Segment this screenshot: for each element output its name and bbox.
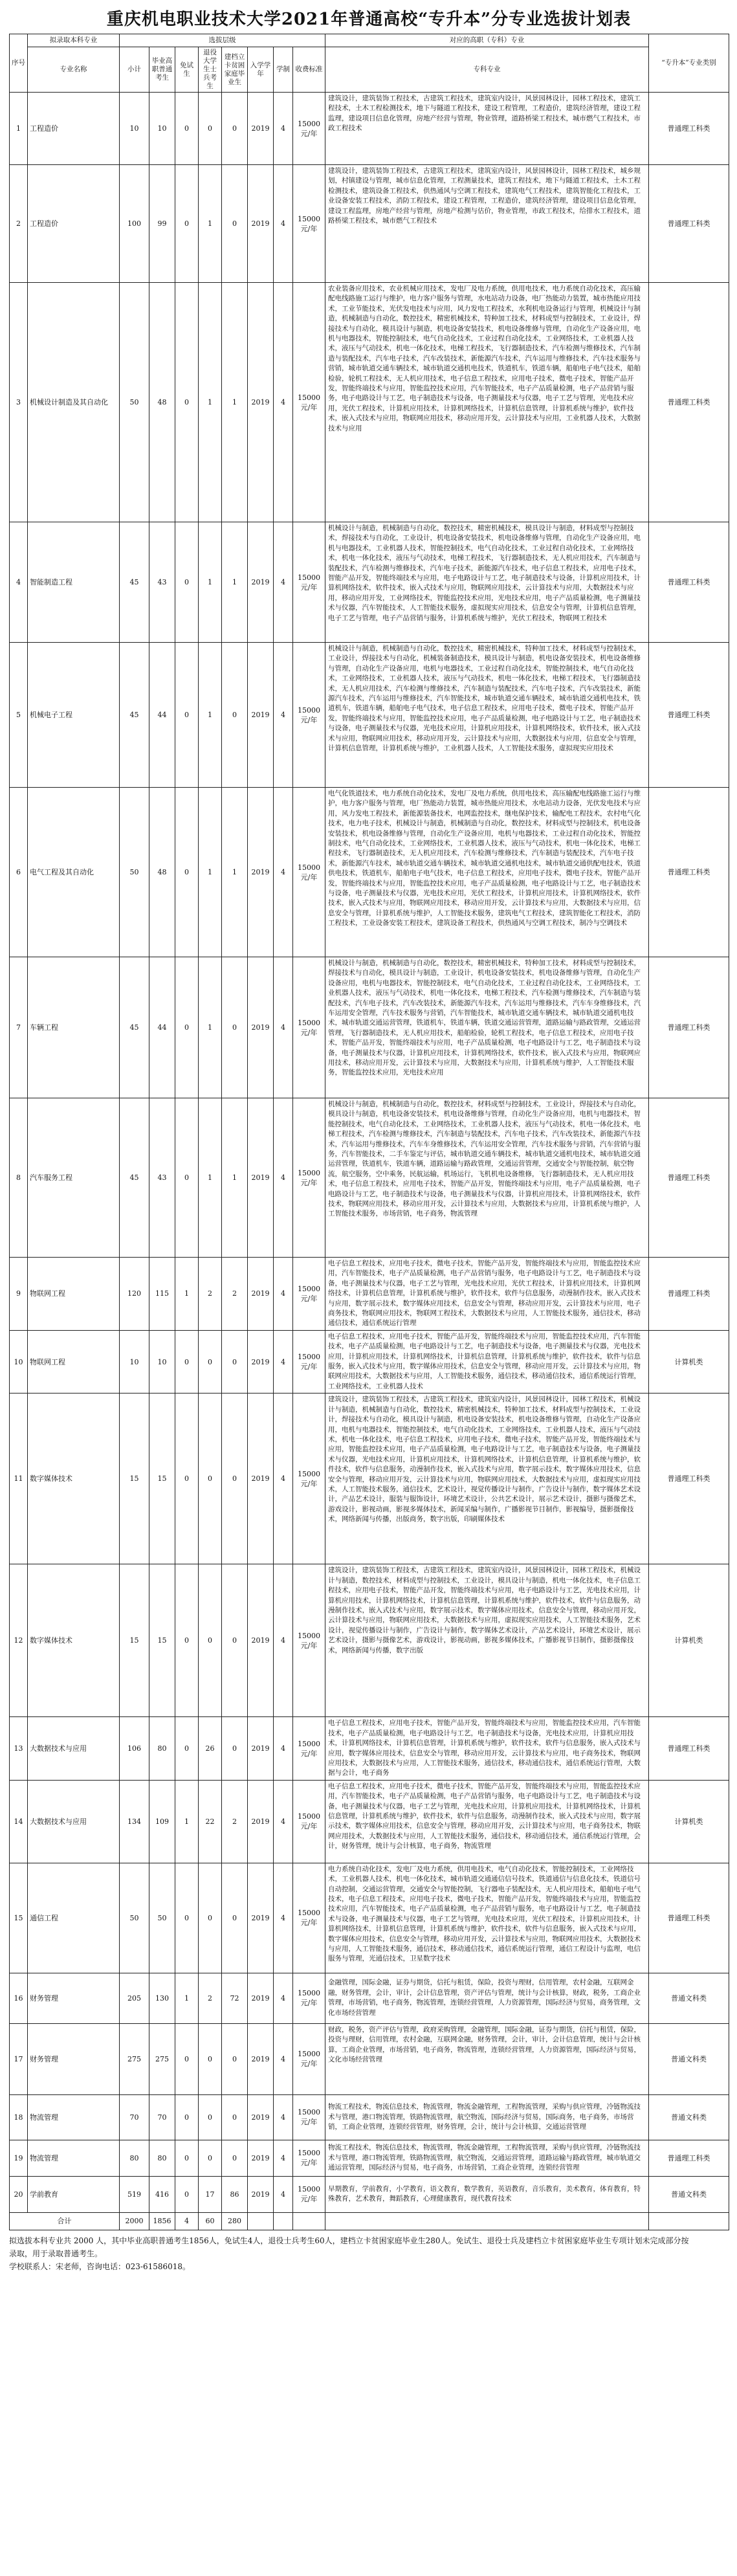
row-total: 80	[120, 2140, 149, 2176]
row-exempt: 1	[175, 1258, 199, 1331]
table-row	[10, 2140, 729, 2176]
header-poverty: 建档立卡贫困家庭毕业生	[222, 47, 248, 93]
row-fee: 15000元/年	[293, 1258, 325, 1331]
row-seq: 11	[10, 1393, 28, 1564]
row-veteran: 26	[199, 1717, 222, 1780]
table-row	[10, 522, 729, 643]
row-exempt: 1	[175, 1780, 199, 1863]
row-fee: 15000元/年	[293, 283, 325, 522]
table-row	[10, 2023, 729, 2094]
row-year: 2019	[248, 2140, 274, 2176]
footer-line-1: 拟选拔本科专业共 2000 人，其中毕业高职普通考生1856人，免试生4人，退役士兵考生60人，建档立卡贫困家庭毕业生280人。免试生、退役士兵及建档立卡贫困家庭毕业生专项计划未完成部分按	[9, 2236, 689, 2245]
row-general: 15	[149, 1564, 175, 1717]
row-major: 财务管理	[28, 1973, 120, 2023]
row-total: 45	[120, 957, 149, 1098]
row-exempt: 0	[175, 1717, 199, 1780]
row-total: 15	[120, 1393, 149, 1564]
row-poverty: 0	[222, 165, 248, 283]
row-duration: 4	[274, 788, 293, 957]
row-duration: 4	[274, 1863, 293, 1973]
row-poverty: 0	[222, 1564, 248, 1717]
header-seq: 序号	[10, 34, 28, 93]
row-poverty: 86	[222, 2176, 248, 2212]
row-specialties: 电子信息工程技术，应用电子技术，智能产品开发，智能终端技术与应用，智能监控技术应用，汽车智能技术，电子产品质量检测，电子电路设计与工艺，电子制造技术与设备，电子测量技术与仪器，光电技术应用，计算机应用技术，计算机网络技术，计算机信息管理，计算机系统与维护，软件技术，软件与信息服务，嵌入式技术与应用，数字媒体应用技术，信息安全与管理，移动应用开发，云计算技术与应用，物联网应用技术，大数据技术与应用，人工智能技术服务，通信技术，移动通信技术，通信系统运行管理，工业网络技术，工业机器人技术	[325, 1330, 649, 1393]
row-total: 519	[120, 2176, 149, 2212]
row-general: 43	[149, 1098, 175, 1258]
table-row	[10, 165, 729, 283]
row-veteran: 0	[199, 2094, 222, 2140]
row-category: 普通理工科类	[649, 283, 729, 522]
row-general: 50	[149, 1863, 175, 1973]
row-year: 2019	[248, 643, 274, 788]
row-total: 50	[120, 788, 149, 957]
row-poverty: 0	[222, 2023, 248, 2094]
row-specialties: 机械设计与制造，机械制造与自动化，数控技术，材料成型与控制技术，工业设计，焊接技术与自动化，模具设计与制造，机电设备安装技术，机电设备维修与管理，自动化生产设备应用，电机与电器技术，智能控制技术，电气自动化技术，工业网络技术，工业机器人技术，液压与气动技术，机电一体化技术，电梯工程技术，汽车检测与维修技术，汽车制造与装配技术，汽车电子技术，汽车改装技术，新能源汽车技术，汽车运用与维修技术，汽车车身维修技术，汽车运用安全管理，汽车技术服务与营销，汽车营销与服务，汽车智能技术，二手车鉴定与评估，城市轨道交通车辆技术，城市轨道交通机电技术，城市轨道交通运营管理，铁道机车，铁道车辆，道路运输与路政管理，交通运营管理，交通安全与智能控制，航空物流，航空服务，空中乘务，民航运输，机场运行，飞机机电设备维修，飞行器制造技术，无人机应用技术，电子信息工程技术，应用电子技术，智能产品开发，智能终端技术与应用，电子产品质量检测，电子电路设计与工艺，电子制造技术与设备，电子测量技术与仪器，计算机应用技术，计算机网络技术，软件技术，物联网应用技术，移动应用开发，云计算技术与应用，大数据技术与应用，计算机系统与维护，人工智能技术服务，市场营销，电子商务，物流管理	[325, 1098, 649, 1258]
row-fee: 15000元/年	[293, 1330, 325, 1393]
row-exempt: 0	[175, 93, 199, 165]
row-year: 2019	[248, 1330, 274, 1393]
row-specialties: 电子信息工程技术，应用电子技术，智能产品开发，智能终端技术与应用，智能监控技术应用，汽车智能技术，电子产品质量检测，电子电路设计与工艺，电子制造技术与设备，光电技术应用，计算机应用技术，计算机网络技术，计算机信息管理，计算机系统与维护，软件技术，软件与信息服务，嵌入式技术与应用，数字媒体应用技术，信息安全与管理，移动应用开发，云计算技术与应用，电子商务技术，物联网应用技术，大数据技术与应用，人工智能技术服务，通信技术，移动通信技术，通信系统运行管理，大数据与会计，电子商务	[325, 1717, 649, 1780]
row-fee: 15000元/年	[293, 1973, 325, 2023]
row-major: 物流管理	[28, 2094, 120, 2140]
row-general: 109	[149, 1780, 175, 1863]
row-seq: 15	[10, 1863, 28, 1973]
row-year: 2019	[248, 2023, 274, 2094]
row-year: 2019	[248, 1863, 274, 1973]
total-row	[10, 2212, 729, 2230]
row-major: 财务管理	[28, 2023, 120, 2094]
header-veteran: 退役大学生士兵考生	[199, 47, 222, 93]
row-major: 大数据技术与应用	[28, 1780, 120, 1863]
table-row	[10, 1258, 729, 1331]
row-specialties: 电气化铁道技术，电力系统自动化技术，发电厂及电力系统，供用电技术，高压输配电线路施工运行与维护，电力客户服务与管理，电厂热能动力装置，城市热能应用技术，水电站动力设备，光伏发电技术与应用，风力发电工程技术，新能源装备技术，电网监控技术，继电保护技术，输配电工程技术，农村电气化技术，电力电子技术，机械设计与制造，机械制造与自动化，数控技术，材料成型与控制技术，机电设备安装技术，机电设备维修与管理，自动化生产设备应用，电机与电器技术，工业过程自动化技术，智能控制技术，电气自动化技术，工业网络技术，工业机器人技术，液压与气动技术，机电一体化技术，电梯工程技术，飞行器制造技术，无人机应用技术，汽车检测与维修技术，汽车制造与装配技术，汽车电子技术，新能源汽车技术，城市轨道交通车辆技术，城市轨道交通机电技术，城市轨道交通供配电技术，铁道供电技术，铁道机车，船舶电子电气技术，电子信息工程技术，应用电子技术，微电子技术，智能产品开发，智能终端技术与应用，智能监控技术应用，电子产品质量检测，电子电路设计与工艺，电子制造技术与设备，电子测量技术与仪器，光电技术应用，光伏工程技术，计算机应用技术，计算机网络技术，软件技术，嵌入式技术与应用，物联网应用技术，移动应用开发，云计算技术与应用，大数据技术与应用，信息安全与管理，计算机系统与维护，人工智能技术服务，建筑电气工程技术，建筑智能化工程技术，消防工程技术，工业设备安装工程技术，建筑设备工程技术，供热通风与空调工程技术，制冷与空调技术	[325, 788, 649, 957]
row-total: 106	[120, 1717, 149, 1780]
row-duration: 4	[274, 2176, 293, 2212]
row-fee: 15000元/年	[293, 1564, 325, 1717]
row-general: 80	[149, 1717, 175, 1780]
table-row	[10, 2094, 729, 2140]
row-year: 2019	[248, 93, 274, 165]
row-category: 普通文科类	[649, 1973, 729, 2023]
row-specialties: 建筑设计，建筑装饰工程技术，古建筑工程技术，建筑室内设计，风景园林设计，园林工程技术，建筑工程技术，土木工程检测技术，地下与隧道工程技术，建设工程管理，工程造价，建筑经济管理，建设工程监理，建设项目信息化管理，房地产经营与管理，物业管理，道路桥梁工程技术，城市燃气工程技术，市政工程技术	[325, 93, 649, 165]
row-total: 100	[120, 165, 149, 283]
row-seq: 19	[10, 2140, 28, 2176]
row-veteran: 1	[199, 165, 222, 283]
row-duration: 4	[274, 957, 293, 1098]
row-exempt: 0	[175, 643, 199, 788]
row-poverty: 0	[222, 2094, 248, 2140]
row-year: 2019	[248, 283, 274, 522]
row-exempt: 0	[175, 283, 199, 522]
row-seq: 17	[10, 2023, 28, 2094]
row-veteran: 2	[199, 1973, 222, 2023]
row-year: 2019	[248, 2094, 274, 2140]
row-year: 2019	[248, 1098, 274, 1258]
row-exempt: 0	[175, 1330, 199, 1393]
row-major: 物联网工程	[28, 1330, 120, 1393]
row-duration: 4	[274, 283, 293, 522]
header-general: 毕业高职普通考生	[149, 47, 175, 93]
row-seq: 12	[10, 1564, 28, 1717]
row-duration: 4	[274, 1564, 293, 1717]
row-category: 普通理工科类	[649, 1393, 729, 1564]
row-specialties: 建筑设计，建筑装饰工程技术，古建筑工程技术，建筑室内设计，风景园林设计，园林工程技术，城乡规划，村镇建设与管理，城市信息化管理，工程测量技术，建筑工程技术，地下与隧道工程技术，土木工程检测技术，建筑设备工程技术，供热通风与空调工程技术，建筑电气工程技术，建筑智能化工程技术，工业设备安装工程技术，消防工程技术，建设工程管理，工程造价，建筑经济管理，建设项目信息化管理，建设工程监理，房地产经营与管理，房地产检测与估价，物业管理，市政工程技术，给排水工程技术，道路桥梁工程技术，城市燃气工程技术	[325, 165, 649, 283]
page	[9, 5, 729, 2273]
header-exempt: 免试生	[175, 47, 199, 93]
row-exempt: 0	[175, 1393, 199, 1564]
table-row	[10, 1717, 729, 1780]
footer-line-3: 学校联系人：宋老师，咨询电话：023-61586018。	[9, 2261, 191, 2271]
header-major: 专业名称	[28, 47, 120, 93]
row-poverty: 0	[222, 957, 248, 1098]
table-row	[10, 1863, 729, 1973]
row-specialties: 早期教育，学前教育，小学教育，语文教育，数学教育，英语教育，音乐教育，美术教育，体育教育，特殊教育，艺术教育，舞蹈教育，心理健康教育，现代教育技术	[325, 2176, 649, 2212]
row-seq: 2	[10, 165, 28, 283]
row-veteran: 22	[199, 1780, 222, 1863]
row-total: 10	[120, 1330, 149, 1393]
row-total: 15	[120, 1564, 149, 1717]
row-specialties: 建筑设计，建筑装饰工程技术，古建筑工程技术，建筑室内设计，风景园林设计，园林工程技术，机械设计与制造，机械制造与自动化，数控技术，精密机械技术，特种加工技术，材料成型与控制技术，工业设计，焊接技术与自动化，模具设计与制造，机电设备安装技术，机电设备维修与管理，自动化生产设备应用，电机与电器技术，智能控制技术，电气自动化技术，工业网络技术，工业机器人技术，液压与气动技术，机电一体化技术，电子信息工程技术，应用电子技术，微电子技术，智能产品开发，智能终端技术与应用，智能监控技术应用，电子产品质量检测，电子电路设计与工艺，电子制造技术与设备，电子测量技术与仪器，光电技术应用，计算机应用技术，计算机网络技术，计算机信息管理，计算机系统与维护，软件技术，软件与信息服务，动漫制作技术，嵌入式技术与应用，数字展示技术，数字媒体应用技术，信息安全与管理，移动应用开发，云计算技术与应用，物联网应用技术，大数据技术与应用，虚拟现实应用技术，人工智能技术服务，通信技术，艺术设计，视觉传播设计与制作，广告设计与制作，数字媒体艺术设计，产品艺术设计，服装与服饰设计，环境艺术设计，公共艺术设计，展示艺术设计，摄影与摄像艺术，游戏设计，影视动画，影视多媒体技术，新闻采编与制作，广播影视节目制作，影视编导，摄影摄像技术，网络新闻与传播，出版商务，数字出版，印刷媒体技术	[325, 1393, 649, 1564]
row-veteran: 1	[199, 643, 222, 788]
row-specialties: 物流工程技术，物流信息技术，物流管理，物流金融管理，工程物流管理，采购与供应管理，冷链物流技术与管理，港口物流管理，铁路物流管理，航空物流，交通运营管理，道路运输与路政管理，城市轨道交通运营管理，国际经济与贸易，电子商务，市场营销，工商企业管理，连锁经营管理	[325, 2140, 649, 2176]
row-category: 普通理工科类	[649, 1098, 729, 1258]
row-general: 275	[149, 2023, 175, 2094]
row-year: 2019	[248, 165, 274, 283]
row-duration: 4	[274, 2094, 293, 2140]
row-general: 10	[149, 93, 175, 165]
row-exempt: 0	[175, 165, 199, 283]
row-seq: 5	[10, 643, 28, 788]
row-fee: 15000元/年	[293, 2094, 325, 2140]
row-duration: 4	[274, 165, 293, 283]
row-seq: 14	[10, 1780, 28, 1863]
row-category: 计算机类	[649, 1330, 729, 1393]
row-year: 2019	[248, 1780, 274, 1863]
row-exempt: 0	[175, 957, 199, 1098]
row-total: 50	[120, 283, 149, 522]
row-seq: 13	[10, 1717, 28, 1780]
row-general: 99	[149, 165, 175, 283]
row-exempt: 0	[175, 2094, 199, 2140]
row-duration: 4	[274, 1330, 293, 1393]
table-row	[10, 1564, 729, 1717]
row-category: 普通理工科类	[649, 2140, 729, 2176]
row-specialties: 机械设计与制造，机械制造与自动化，数控技术，精密机械技术，特种加工技术，材料成型与控制技术，工业设计，焊接技术与自动化，机械装备制造技术，模具设计与制造，机电设备安装技术，机电设备维修与管理，自动化生产设备应用，电机与电器技术，工业过程自动化技术，智能控制技术，电气自动化技术，工业网络技术，工业机器人技术，液压与气动技术，机电一体化技术，电梯工程技术，飞行器制造技术，无人机应用技术，汽车检测与维修技术，汽车制造与装配技术，汽车电子技术，汽车改装技术，新能源汽车技术，汽车运用与维修技术，汽车智能技术，城市轨道交通车辆技术，城市轨道交通机电技术，铁道机车，铁道车辆，船舶电子电气技术，电子信息工程技术，应用电子技术，微电子技术，智能产品开发，智能终端技术与应用，智能监控技术应用，电子产品质量检测，电子电路设计与工艺，电子制造技术与设备，电子测量技术与仪器，光电技术应用，计算机应用技术，计算机网络技术，软件技术，嵌入式技术与应用，物联网应用技术，移动应用开发，云计算技术与应用，大数据技术与应用，信息安全与管理，计算机信息管理，计算机系统与维护，工业机器人技术，人工智能技术服务，虚拟现实应用技术	[325, 643, 649, 788]
row-specialties: 机械设计与制造，机械制造与自动化，数控技术，精密机械技术，模具设计与制造，材料成型与控制技术，焊接技术与自动化，工业设计，机电设备安装技术，机电设备维修与管理，自动化生产设备应用，电机与电器技术，工业机器人技术，智能控制技术，电气自动化技术，工业过程自动化技术，工业网络技术，机电一体化技术，液压与气动技术，电梯工程技术，飞行器制造技术，无人机应用技术，汽车制造与装配技术，汽车检测与维修技术，汽车电子技术，新能源汽车技术，电子信息工程技术，应用电子技术，智能产品开发，智能终端技术与应用，电子电路设计与工艺，电子制造技术与设备，计算机应用技术，计算机网络技术，软件技术，嵌入式技术与应用，物联网应用技术，云计算技术与应用，大数据技术与应用，移动应用开发，工业网络技术，智能监控技术应用，光电技术应用，电子产品质量检测，电子测量技术与仪器，汽车智能技术，人工智能技术服务，虚拟现实应用技术，信息安全与管理，计算机信息管理，电子工艺与管理，电子产品营销与服务，计算机系统与维护，光伏工程技术，物联网工程技术	[325, 522, 649, 643]
total-exempt: 4	[175, 2212, 199, 2230]
row-total: 45	[120, 522, 149, 643]
row-major: 电气工程及其自动化	[28, 788, 120, 957]
row-category: 普通文科类	[649, 2094, 729, 2140]
row-specialties: 建筑设计，建筑装饰工程技术，古建筑工程技术，建筑室内设计，风景园林设计，园林工程技术，机械设计与制造，数控技术，材料成型与控制技术，工业设计，模具设计与制造，机电一体化技术，电子信息工程技术，应用电子技术，智能产品开发，智能终端技术与应用，电子电路设计与工艺，光电技术应用，计算机应用技术，计算机网络技术，计算机信息管理，计算机系统与维护，软件技术，软件与信息服务，动漫制作技术，嵌入式技术与应用，数字展示技术，数字媒体应用技术，信息安全与管理，移动应用开发，云计算技术与应用，物联网应用技术，大数据技术与应用，虚拟现实应用技术，人工智能技术服务，艺术设计，视觉传播设计与制作，广告设计与制作，数字媒体艺术设计，产品艺术设计，环境艺术设计，展示艺术设计，摄影与摄像艺术，游戏设计，影视动画，影视多媒体技术，广播影视节目制作，摄影摄像技术，网络新闻与传播，数字出版	[325, 1564, 649, 1717]
row-general: 15	[149, 1393, 175, 1564]
row-exempt: 0	[175, 1564, 199, 1717]
row-total: 205	[120, 1973, 149, 2023]
table-row	[10, 1330, 729, 1393]
total-label: 合计	[10, 2212, 120, 2230]
row-specialties: 金融管理，国际金融，证券与期货，信托与租赁，保险，投资与理财，信用管理，农村金融，互联网金融，财务管理，会计，审计，会计信息管理，资产评估与管理，统计与会计核算，财政，税务，工商企业管理，市场营销，电子商务，物流管理，连锁经营管理，人力资源管理，国际经济与贸易，商务管理，文化市场经营管理	[325, 1973, 649, 2023]
header-group-undergrad: 拟录取本科专业	[28, 34, 120, 47]
row-fee: 15000元/年	[293, 1717, 325, 1780]
row-poverty: 0	[222, 1393, 248, 1564]
row-duration: 4	[274, 1973, 293, 2023]
table-row	[10, 1393, 729, 1564]
row-year: 2019	[248, 1973, 274, 2023]
row-specialties: 农业装备应用技术，农业机械应用技术，发电厂及电力系统，供用电技术，电力系统自动化技术，高压输配电线路施工运行与维护，电力客户服务与管理，水电站动力设备，电厂热能动力装置，城市热能应用技术，工业节能技术，光伏发电技术与应用，风力发电工程技术，水利机电设备运行与管理，机械设计与制造，机械制造与自动化，数控技术，精密机械技术，特种加工技术，材料成型与控制技术，工业设计，焊接技术与自动化，模具设计与制造，机电设备安装技术，机电设备维修与管理，自动化生产设备应用，电机与电器技术，智能控制技术，电气自动化技术，工业过程自动化技术，工业网络技术，工业机器人技术，液压与气动技术，机电一体化技术，电梯工程技术，飞行器制造技术，汽车检测与维修技术，汽车制造与装配技术，汽车电子技术，汽车改装技术，新能源汽车技术，汽车运用与维修技术，汽车技术服务与营销，城市轨道交通车辆技术，城市轨道交通机电技术，铁道机车，铁道车辆，船舶电子电气技术，船舶检验，轮机工程技术，无人机应用技术，电子信息工程技术，应用电子技术，微电子技术，智能产品开发，智能终端技术与应用，智能监控技术应用，汽车智能技术，电子产品质量检测，电子产品营销与服务，电子电路设计与工艺，电子制造技术与设备，电子测量技术与仪器，电子工艺与管理，光电技术应用，光伏工程技术，计算机应用技术，计算机网络技术，计算机信息管理，计算机系统与维护，软件技术，嵌入式技术与应用，物联网应用技术，移动应用开发，云计算技术与应用，工业机器人技术，大数据技术与应用	[325, 283, 649, 522]
row-major: 工程造价	[28, 93, 120, 165]
header-group-plan: 选拔层级	[120, 34, 325, 47]
row-seq: 20	[10, 2176, 28, 2212]
row-year: 2019	[248, 1258, 274, 1331]
total-general: 1856	[149, 2212, 175, 2230]
row-poverty: 0	[222, 2140, 248, 2176]
header-group-college: 对应的高职（专科）专业	[325, 34, 649, 47]
row-exempt: 0	[175, 2140, 199, 2176]
row-year: 2019	[248, 957, 274, 1098]
header-category: “专升本”专业类别	[649, 34, 729, 93]
row-exempt: 0	[175, 788, 199, 957]
row-duration: 4	[274, 1780, 293, 1863]
row-category: 普通理工科类	[649, 522, 729, 643]
row-veteran: 0	[199, 93, 222, 165]
row-veteran: 2	[199, 1258, 222, 1331]
row-total: 45	[120, 643, 149, 788]
row-specialties: 电子信息工程技术，应用电子技术，微电子技术，智能产品开发，智能终端技术与应用，智能监控技术应用，汽车智能技术，电子产品质量检测，电子产品营销与服务，电子电路设计与工艺，电子制造技术与设备，电子测量技术与仪器，电子工艺与管理，光电技术应用，计算机应用技术，计算机网络技术，计算机信息管理，计算机系统与维护，软件技术，软件与信息服务，动漫制作技术，嵌入式技术与应用，数字展示技术，数字媒体应用技术，信息安全与管理，移动应用开发，云计算技术与应用，电子商务技术，物联网应用技术，大数据技术与应用，人工智能技术服务，通信技术，移动通信技术，通信系统运行管理，会计，财务管理，统计与会计核算，电子商务，物流管理	[325, 1780, 649, 1863]
row-poverty: 1	[222, 788, 248, 957]
row-duration: 4	[274, 1258, 293, 1331]
row-category: 普通理工科类	[649, 165, 729, 283]
header-fee: 收费标准	[293, 47, 325, 93]
row-seq: 18	[10, 2094, 28, 2140]
total-count: 2000	[120, 2212, 149, 2230]
row-year: 2019	[248, 1393, 274, 1564]
row-category: 普通理工科类	[649, 643, 729, 788]
row-major: 通信工程	[28, 1863, 120, 1973]
row-duration: 4	[274, 93, 293, 165]
row-fee: 15000元/年	[293, 2176, 325, 2212]
row-fee: 15000元/年	[293, 2140, 325, 2176]
header-total: 小计	[120, 47, 149, 93]
row-general: 43	[149, 522, 175, 643]
row-veteran: 0	[199, 1393, 222, 1564]
row-year: 2019	[248, 522, 274, 643]
row-year: 2019	[248, 2176, 274, 2212]
row-poverty: 0	[222, 1863, 248, 1973]
header-specialties: 专科专业	[325, 47, 649, 93]
row-poverty: 2	[222, 1258, 248, 1331]
row-seq: 1	[10, 93, 28, 165]
table-row	[10, 93, 729, 165]
row-major: 大数据技术与应用	[28, 1717, 120, 1780]
row-year: 2019	[248, 1717, 274, 1780]
row-category: 普通理工科类	[649, 1258, 729, 1331]
row-specialties: 机械设计与制造，机械制造与自动化，数控技术，精密机械技术，特种加工技术，材料成型与控制技术，焊接技术与自动化，模具设计与制造，工业设计，机电设备安装技术，机电设备维修与管理，自动化生产设备应用，电机与电器技术，智能控制技术，电气自动化技术，工业过程自动化技术，工业网络技术，工业机器人技术，液压与气动技术，机电一体化技术，电梯工程技术，汽车检测与维修技术，汽车制造与装配技术，汽车电子技术，汽车改装技术，新能源汽车技术，汽车运用与维修技术，汽车车身维修技术，汽车运用安全管理，汽车技术服务与营销，汽车智能技术，城市轨道交通车辆技术，城市轨道交通机电技术，城市轨道交通运营管理，铁道机车，铁道车辆，铁道交通运营管理，道路运输与路政管理，交通运营管理，飞行器制造技术，无人机应用技术，船舶检验，轮机工程技术，电子信息工程技术，应用电子技术，智能产品开发，智能终端技术与应用，电子产品质量检测，电子电路设计与工艺，电子制造技术与设备，电子测量技术与仪器，计算机应用技术，计算机网络技术，软件技术，嵌入式技术与应用，物联网应用技术，移动应用开发，云计算技术与应用，大数据技术与应用，计算机系统与维护，人工智能技术服务，智能监控技术应用，光电技术应用	[325, 957, 649, 1098]
row-seq: 6	[10, 788, 28, 957]
row-major: 数字媒体技术	[28, 1393, 120, 1564]
row-general: 115	[149, 1258, 175, 1331]
row-poverty: 0	[222, 643, 248, 788]
page-title: 重庆机电职业技术大学2021年普通高校“专升本”分专业选拔计划表	[106, 10, 632, 29]
row-poverty: 1	[222, 1098, 248, 1258]
table-row	[10, 1098, 729, 1258]
row-veteran: 1	[199, 522, 222, 643]
row-veteran: 0	[199, 1863, 222, 1973]
table-row	[10, 1973, 729, 2023]
row-general: 48	[149, 788, 175, 957]
row-duration: 4	[274, 2140, 293, 2176]
row-total: 120	[120, 1258, 149, 1331]
row-duration: 4	[274, 522, 293, 643]
row-general: 80	[149, 2140, 175, 2176]
row-general: 130	[149, 1973, 175, 2023]
row-specialties: 物流工程技术，物流信息技术，物流管理，物流金融管理，工程物流管理，采购与供应管理，冷链物流技术与管理，港口物流管理，铁路物流管理，航空物流，国际经济与贸易，国际商务，电子商务，市场营销，工商企业管理，连锁经营管理，财务管理，会计，统计与会计核算，交通运营管理	[325, 2094, 649, 2140]
row-duration: 4	[274, 1393, 293, 1564]
row-year: 2019	[248, 1564, 274, 1717]
row-duration: 4	[274, 1717, 293, 1780]
row-fee: 15000元/年	[293, 1098, 325, 1258]
table-row	[10, 283, 729, 522]
row-seq: 9	[10, 1258, 28, 1331]
row-general: 10	[149, 1330, 175, 1393]
row-specialties: 电子信息工程技术，应用电子技术，微电子技术，智能产品开发，智能终端技术与应用，智能监控技术应用，汽车智能技术，电子产品质量检测，电子产品营销与服务，电子电路设计与工艺，电子制造技术与设备，电子测量技术与仪器，电子工艺与管理，光电技术应用，光伏工程技术，计算机应用技术，计算机网络技术，计算机信息管理，计算机系统与维护，软件技术，软件与信息服务，动漫制作技术，嵌入式技术与应用，数字展示技术，数字媒体应用技术，信息安全与管理，移动应用开发，云计算技术与应用，电子商务技术，物联网应用技术，物联网工程技术，大数据技术与应用，人工智能技术服务，通信技术，移动通信技术，通信系统运行管理	[325, 1258, 649, 1331]
row-total: 70	[120, 2094, 149, 2140]
row-major: 工程造价	[28, 165, 120, 283]
row-seq: 10	[10, 1330, 28, 1393]
row-fee: 15000元/年	[293, 1780, 325, 1863]
row-total: 275	[120, 2023, 149, 2094]
row-total: 50	[120, 1863, 149, 1973]
row-veteran: 0	[199, 1330, 222, 1393]
row-general: 70	[149, 2094, 175, 2140]
row-category: 普通理工科类	[649, 957, 729, 1098]
row-category: 普通文科类	[649, 2176, 729, 2212]
row-general: 44	[149, 957, 175, 1098]
row-veteran: 0	[199, 2140, 222, 2176]
row-year: 2019	[248, 788, 274, 957]
table-row	[10, 643, 729, 788]
row-general: 416	[149, 2176, 175, 2212]
row-category: 普通理工科类	[649, 93, 729, 165]
row-category: 计算机类	[649, 1780, 729, 1863]
row-fee: 15000元/年	[293, 165, 325, 283]
row-major: 物流管理	[28, 2140, 120, 2176]
row-major: 机械电子工程	[28, 643, 120, 788]
row-general: 48	[149, 283, 175, 522]
footer-line-2: 录取，用于录取普通考生。	[9, 2248, 103, 2258]
table-row	[10, 1780, 729, 1863]
row-category: 计算机类	[649, 1564, 729, 1717]
row-fee: 15000元/年	[293, 1393, 325, 1564]
row-fee: 15000元/年	[293, 957, 325, 1098]
row-poverty: 0	[222, 1717, 248, 1780]
row-major: 数字媒体技术	[28, 1564, 120, 1717]
row-specialties: 财政，税务，资产评估与管理，政府采购管理，金融管理，国际金融，证券与期货，信托与租赁，保险，投资与理财，信用管理，农村金融，互联网金融，财务管理，会计，审计，会计信息管理，统计与会计核算，工商企业管理，市场营销，电子商务，物流管理，连锁经营管理，人力资源管理，国际经济与贸易，文化市场经营管理	[325, 2023, 649, 2094]
row-major: 物联网工程	[28, 1258, 120, 1331]
row-major: 车辆工程	[28, 957, 120, 1098]
row-seq: 8	[10, 1098, 28, 1258]
table-row	[10, 2176, 729, 2212]
row-major: 汽车服务工程	[28, 1098, 120, 1258]
row-poverty: 1	[222, 522, 248, 643]
row-specialties: 电力系统自动化技术，发电厂及电力系统，供用电技术，电气自动化技术，智能控制技术，工业网络技术，工业机器人技术，机电一体化技术，城市轨道交通通信信号技术，铁道通信与信息化技术，铁道信号自动控制，交通运营管理，交通安全与智能控制，飞行器电子装配技术，无人机应用技术，船舶电子电气技术，电子信息工程技术，应用电子技术，微电子技术，智能产品开发，智能终端技术与应用，智能监控技术应用，汽车智能技术，电子产品质量检测，电子产品营销与服务，电子电路设计与工艺，电子制造技术与设备，电子测量技术与仪器，电子工艺与管理，光电技术应用，光伏工程技术，计算机应用技术，计算机网络技术，计算机信息管理，计算机系统与维护，软件技术，软件与信息服务，嵌入式技术与应用，数字媒体应用技术，信息安全与管理，移动应用开发，云计算技术与应用，物联网应用技术，大数据技术与应用，人工智能技术服务，通信技术，移动通信技术，通信系统运行管理，通信工程设计与监理，电信服务与管理，光通信技术，卫星数字技术	[325, 1863, 649, 1973]
row-fee: 15000元/年	[293, 93, 325, 165]
row-poverty: 72	[222, 1973, 248, 2023]
row-seq: 16	[10, 1973, 28, 2023]
row-category: 普通文科类	[649, 2023, 729, 2094]
row-fee: 15000元/年	[293, 1863, 325, 1973]
row-duration: 4	[274, 2023, 293, 2094]
row-exempt: 0	[175, 1098, 199, 1258]
row-major: 学前教育	[28, 2176, 120, 2212]
row-veteran: 0	[199, 1564, 222, 1717]
row-duration: 4	[274, 1098, 293, 1258]
header-duration: 学制	[274, 47, 293, 93]
row-total: 134	[120, 1780, 149, 1863]
header-year: 入学学年	[248, 47, 274, 93]
row-fee: 15000元/年	[293, 2023, 325, 2094]
row-exempt: 0	[175, 2176, 199, 2212]
row-veteran: 1	[199, 957, 222, 1098]
row-poverty: 1	[222, 283, 248, 522]
row-poverty: 2	[222, 1780, 248, 1863]
row-category: 普通理工科类	[649, 1863, 729, 1973]
row-poverty: 0	[222, 93, 248, 165]
row-seq: 7	[10, 957, 28, 1098]
row-veteran: 1	[199, 283, 222, 522]
row-poverty: 0	[222, 1330, 248, 1393]
row-exempt: 0	[175, 522, 199, 643]
row-category: 普通理工科类	[649, 1717, 729, 1780]
table-row	[10, 788, 729, 957]
row-exempt: 0	[175, 2023, 199, 2094]
row-fee: 15000元/年	[293, 643, 325, 788]
table-row	[10, 957, 729, 1098]
row-fee: 15000元/年	[293, 788, 325, 957]
selection-plan-table	[9, 34, 729, 2230]
row-category: 普通理工科类	[649, 788, 729, 957]
footer-notes	[9, 2234, 729, 2273]
row-total: 10	[120, 93, 149, 165]
row-veteran: 1	[199, 1098, 222, 1258]
row-total: 45	[120, 1098, 149, 1258]
row-exempt: 0	[175, 1863, 199, 1973]
row-major: 智能制造工程	[28, 522, 120, 643]
row-major: 机械设计制造及其自动化	[28, 283, 120, 522]
row-seq: 4	[10, 522, 28, 643]
row-general: 44	[149, 643, 175, 788]
total-veteran: 60	[199, 2212, 222, 2230]
row-veteran: 0	[199, 2023, 222, 2094]
total-poverty: 280	[222, 2212, 248, 2230]
row-veteran: 17	[199, 2176, 222, 2212]
row-veteran: 1	[199, 788, 222, 957]
row-fee: 15000元/年	[293, 522, 325, 643]
row-seq: 3	[10, 283, 28, 522]
row-exempt: 1	[175, 1973, 199, 2023]
row-duration: 4	[274, 643, 293, 788]
